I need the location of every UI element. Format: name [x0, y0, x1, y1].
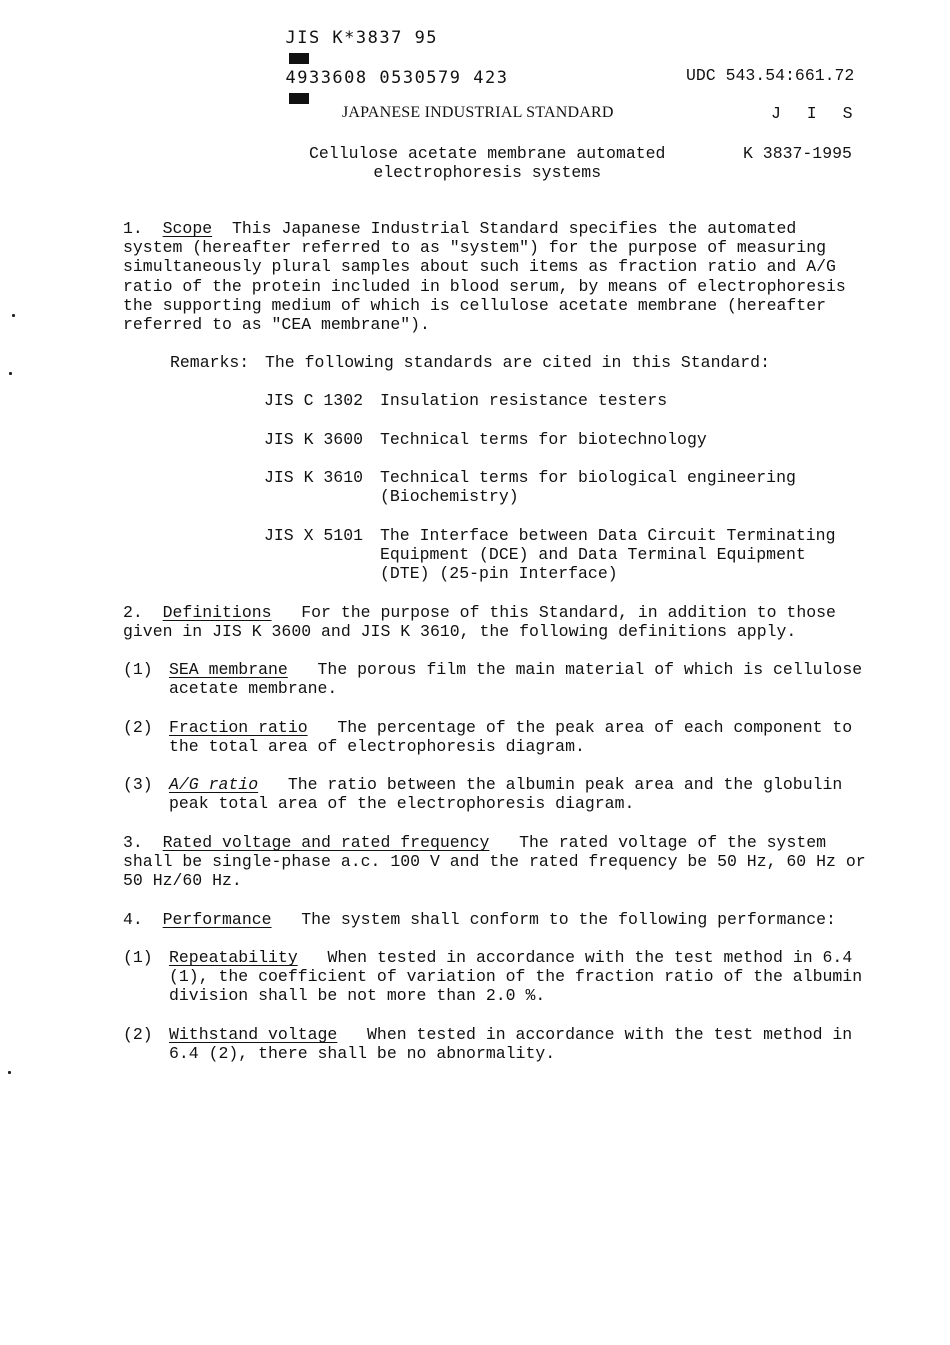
- performance-text: (1), the coefficient of variation of the fraction ratio of the albumin division shall be not more than 2.0 %.: [169, 967, 863, 1006]
- section-number: 2.: [123, 603, 143, 622]
- section-heading: Rated voltage and rated frequency: [162, 833, 490, 852]
- section-text-first-line: This Japanese Industrial Standard specifies the automated: [212, 219, 797, 238]
- definition-text-first-line: The percentage of the peak area of each component to: [307, 718, 853, 737]
- section-heading: Performance: [162, 910, 272, 929]
- section-heading: Definitions: [162, 603, 272, 622]
- section-performance: [123, 910, 843, 929]
- scan-speck: [9, 372, 12, 375]
- definition-item: [123, 718, 852, 756]
- item-number: (1): [123, 660, 153, 679]
- item-number: (3): [123, 775, 153, 794]
- definition-text: acetate membrane.: [169, 679, 338, 699]
- cited-standard-code: JIS K 3600: [264, 430, 364, 449]
- section-rated-voltage: [123, 833, 866, 891]
- black-block-mark: [289, 53, 309, 64]
- section-text: system (hereafter referred to as "system") for the purpose of measuring simultaneously plural samples about such items as fraction ratio and A/G ratio of the protein included in blood serum, by means of electrophoresis the supporting medium of which is cellulose acetate membrane (hereafter referred to as "CEA membrane").: [123, 238, 846, 335]
- definition-text-first-line: The ratio between the albumin peak area and the globulin: [258, 775, 843, 794]
- remarks-label: Remarks:: [170, 353, 250, 372]
- section-definitions: [123, 603, 843, 641]
- scan-speck: [8, 1071, 11, 1074]
- definition-term: Fraction ratio: [169, 718, 308, 737]
- scan-header-line: [262, 8, 508, 108]
- item-number: (1): [123, 948, 153, 967]
- section-text-first-line: For the purpose of this Standard, in addition to those: [271, 603, 836, 622]
- udc-number: UDC 543.54:661.72: [686, 66, 855, 85]
- section-scope: [123, 219, 846, 335]
- document-title: [309, 144, 665, 182]
- section-heading: Scope: [162, 219, 213, 238]
- section-number: 3.: [123, 833, 143, 852]
- section-number: 4.: [123, 910, 143, 929]
- performance-term: Repeatability: [169, 948, 298, 967]
- definition-term: SEA membrane: [169, 660, 288, 679]
- cited-standard-title: Insulation resistance testers: [380, 391, 668, 410]
- cited-standard-title: The Interface between Data Circuit Terminating Equipment (DCE) and Data Terminal Equipment (DTE) (25-pin Interface): [380, 526, 836, 584]
- cited-standard-title: Technical terms for biological engineering (Biochemistry): [380, 468, 796, 507]
- cited-standard-code: JIS C 1302: [264, 391, 364, 410]
- cited-standard: [264, 526, 835, 584]
- performance-item: [123, 948, 862, 1006]
- performance-text-first-line: When tested in accordance with the test method in 6.4: [297, 948, 853, 967]
- cited-standard-title: Technical terms for biotechnology: [380, 430, 707, 449]
- performance-item: [123, 1025, 852, 1063]
- section-text: shall be single-phase a.c. 100 V and the rated frequency be 50 Hz, 60 Hz or 50 Hz/60 Hz.: [123, 852, 866, 891]
- title-line-1: Cellulose acetate membrane automated: [309, 144, 666, 163]
- performance-term: Withstand voltage: [169, 1025, 338, 1044]
- cited-standard: [264, 468, 796, 506]
- scan-code-2: 4933608 0530579 423: [285, 68, 509, 88]
- black-block-mark: [289, 93, 309, 104]
- title-line-2: electrophoresis systems: [373, 163, 602, 182]
- remarks-intro: The following standards are cited in this Standard:: [265, 353, 770, 372]
- section-text-first-line: The system shall conform to the following performance:: [271, 910, 836, 929]
- performance-text: 6.4 (2), there shall be no abnormality.: [169, 1044, 556, 1064]
- definition-item: [123, 660, 862, 698]
- definition-text: the total area of electrophoresis diagram.: [169, 737, 585, 757]
- standard-number: K 3837-1995: [743, 144, 852, 163]
- standard-type-heading: JAPANESE INDUSTRIAL STANDARD: [342, 104, 614, 121]
- definition-text: peak total area of the electrophoresis diagram.: [169, 794, 635, 814]
- cited-standard-code: JIS K 3610: [264, 468, 364, 487]
- definition-term: A/G ratio: [169, 775, 259, 794]
- jis-mark: J I S: [771, 104, 861, 123]
- performance-text-first-line: When tested in accordance with the test method in: [337, 1025, 853, 1044]
- section-text-first-line: The rated voltage of the system: [489, 833, 827, 852]
- scan-code-1: JIS K*3837 95: [285, 28, 439, 48]
- item-number: (2): [123, 718, 153, 737]
- cited-standard: [264, 430, 707, 449]
- item-number: (2): [123, 1025, 153, 1044]
- cited-standard: [264, 391, 667, 410]
- cited-standard-code: JIS X 5101: [264, 526, 364, 545]
- section-text: given in JIS K 3600 and JIS K 3610, the following definitions apply.: [123, 622, 797, 642]
- section-number: 1.: [123, 219, 143, 238]
- definition-item: [123, 775, 842, 813]
- scan-speck: [12, 314, 15, 317]
- definition-text-first-line: The porous film the main material of which is cellulose: [287, 660, 863, 679]
